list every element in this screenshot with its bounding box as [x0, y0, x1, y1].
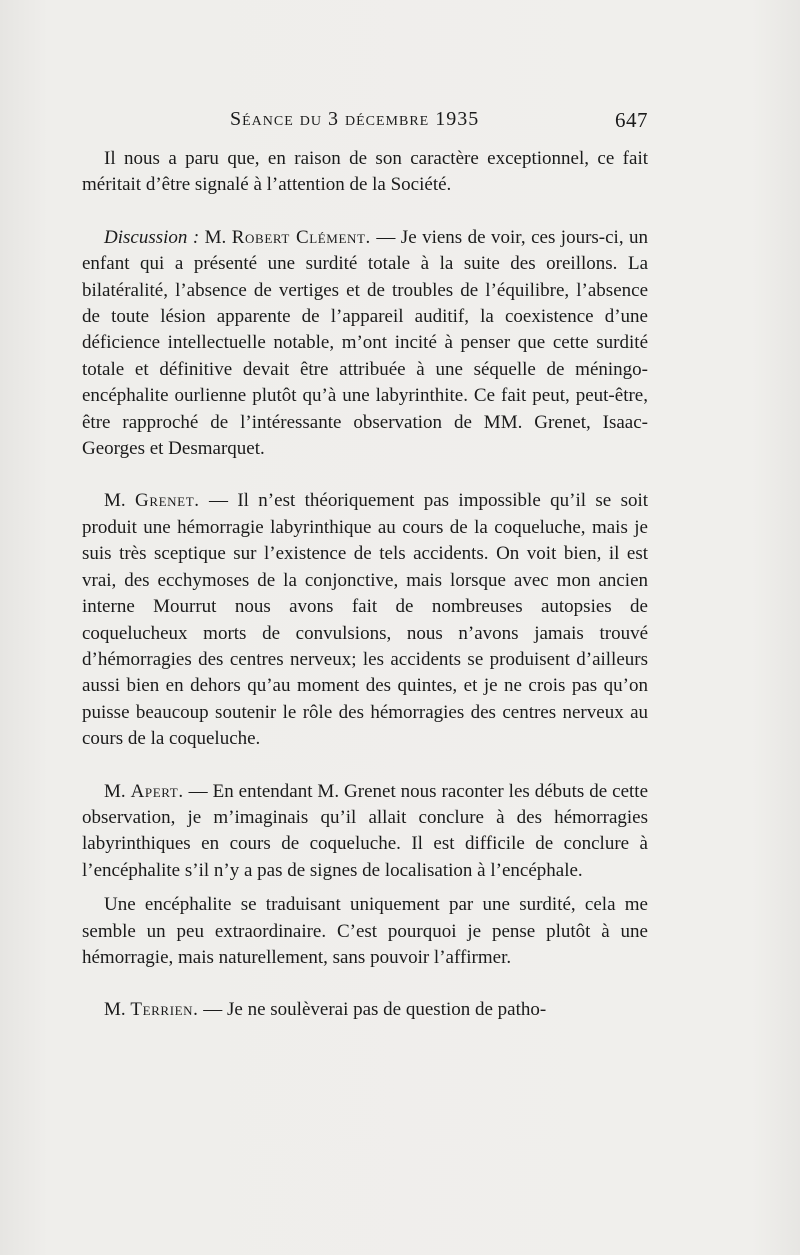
paragraph-apert [82, 779, 648, 885]
speaker-prefix: M. [104, 490, 126, 512]
speaker-name: Grenet. [135, 490, 200, 512]
paragraph-text: Une encéphalite se traduisant uniquement par une surdité, cela me semble un peu extraordinaire. C’est pourquoi je pense plutôt à une hémorragie, mais naturellement, sans pouvoir l’affirmer. [82, 894, 648, 968]
paragraph-apert-continued [82, 892, 648, 971]
speaker-name: Terrien. [130, 999, 199, 1021]
paragraph-conclusion [82, 146, 648, 199]
paragraph-text: — En entendant M. Grenet nous raconter les débuts de cette observation, je m’imaginais qu’il allait conclure à des hémorragies labyrinthiques en cours de coqueluche. Il est difficile de conclure à l’encéphalite s’il n’y a pas de signes de localisation à l’encéphale. [82, 780, 649, 881]
paragraph-discussion-clement [82, 225, 648, 463]
discussion-label: Discussion : [104, 226, 200, 248]
speaker-name: Robert Clément. [231, 226, 371, 248]
speaker-name: Apert. [130, 780, 184, 802]
paragraph-text: Il nous a paru que, en raison de son caractère exceptionnel, ce fait méritait d’être signalé à l’attention de la Société. [82, 148, 648, 196]
running-head: Séance du 3 décembre 1935 [230, 108, 480, 130]
page-number: 647 [615, 108, 648, 132]
paragraph-text: — Je ne soulèverai pas de question de patho- [203, 999, 547, 1021]
speaker-prefix: M. [104, 999, 126, 1021]
paragraph-text: — Il n’est théoriquement pas impossible qu’il se soit produit une hémorragie labyrinthique au cours de la coqueluche, mais je suis très sceptique sur l’existence de tels accidents. On voit bien, il est vrai, des ecchymoses de la conjonctive, mais lorsque avec mon ancien interne Mourrut nous avons fait de nombreuses autopsies de coquelucheux morts de convulsions, nous n’avons jamais trouvé d’hémorragies des centres nerveux; les accidents se produisent d’ailleurs aussi bien en dehors qu’au moment des quintes, et je ne crois pas qu’on puisse beaucoup soutenir le rôle des hémorragies des centres nerveux au cours de la coqueluche. [82, 490, 649, 750]
page-header [82, 108, 648, 136]
speaker-prefix: M. [104, 780, 126, 802]
paragraph-text: — Je viens de voir, ces jours-ci, un enfant qui a présenté une surdité totale à la suite des oreillons. La bilatéralité, l’absence de vertiges et de troubles de l’équilibre, l’absence de toute lésion apparente de l’appareil auditif, la coexistence d’une déficience intellectuelle notable, m’ont incité à penser que cette surdité totale et définitive devait être attribuée à une séquelle de méningo-encéphalite ourlienne plutôt qu’à une labyrinthite. Ce fait peut, peut-être, être rapproché de l’intéressante observation de MM. Grenet, Isaac-Georges et Desmarquet. [82, 226, 649, 460]
body-text [82, 146, 648, 1024]
paragraph-grenet [82, 488, 648, 752]
paragraph-terrien [82, 997, 648, 1023]
speaker-prefix: M. [204, 226, 227, 248]
